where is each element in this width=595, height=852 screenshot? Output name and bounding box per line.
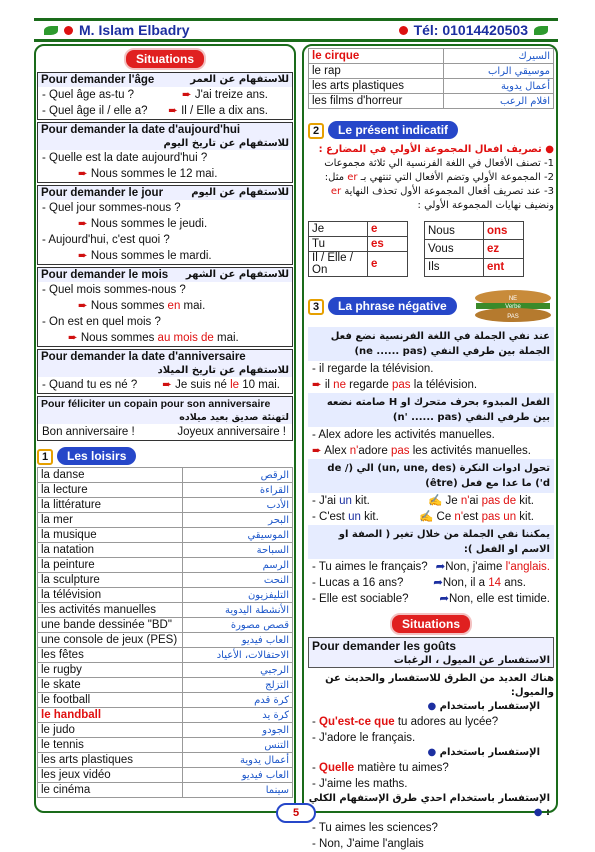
- fr-term: le football: [38, 693, 183, 708]
- fr-term: le judo: [38, 723, 183, 738]
- ending: es: [368, 237, 408, 252]
- fr-term: la lecture: [38, 483, 183, 498]
- table-row: [309, 237, 408, 252]
- situations2-title: Situations: [390, 613, 472, 635]
- table-row: [38, 513, 293, 528]
- table-row: [38, 468, 293, 483]
- section-gouts: Pour demander les goûts الاستفسار عن الميول ، الرغبات: [308, 637, 554, 668]
- ar-term: النحت: [183, 573, 293, 588]
- table-row: [38, 783, 293, 798]
- fr-term: Tu: [309, 237, 368, 252]
- ar-term: السيرك: [444, 49, 554, 64]
- ending: ez: [484, 240, 524, 258]
- leaf-icon: [534, 26, 548, 35]
- ar-term: موسيقي الراب: [444, 64, 554, 79]
- table-row: [309, 252, 408, 277]
- fr-term: une bande dessinée "BD": [38, 618, 183, 633]
- fr-term: les activités manuelles: [38, 603, 183, 618]
- ar-term: العاب فيديو: [183, 768, 293, 783]
- table-row: [38, 588, 293, 603]
- fr-term: les jeux vidéo: [38, 768, 183, 783]
- table-row: [309, 64, 554, 79]
- fr-term: le skate: [38, 678, 183, 693]
- fr-term: les arts plastiques: [309, 79, 444, 94]
- loisirs-table: [37, 467, 293, 798]
- ar-term: الاحتفالات، الأعياد: [183, 648, 293, 663]
- table-row: [309, 222, 408, 237]
- author-name: M. Islam Elbadry: [44, 22, 189, 38]
- ar-term: قصص مصورة: [183, 618, 293, 633]
- fr-term: le cirque: [309, 49, 444, 64]
- fr-term: les fêtes: [38, 648, 183, 663]
- ending: ons: [484, 222, 524, 240]
- fr-term: la mer: [38, 513, 183, 528]
- ar-term: الأدب: [183, 498, 293, 513]
- fr-term: Il / Elle / On: [309, 252, 368, 277]
- fr-term: Nous: [425, 222, 484, 240]
- fr-term: la sculpture: [38, 573, 183, 588]
- section-mois: Pour demander le mois للاستفهام عن الشهر - Quel mois sommes-nous ? ➨ Nous sommes en mai. - On est en quel mois ? ➨ Nous sommes au mois de mai.: [37, 267, 293, 347]
- loisirs-heading: 1 Les loisirs: [37, 447, 293, 465]
- situations-title: Situations: [124, 48, 206, 70]
- table-row: [38, 573, 293, 588]
- left-column: [37, 48, 293, 798]
- table-row: [38, 603, 293, 618]
- table-row: [38, 738, 293, 753]
- fr-term: Je: [309, 222, 368, 237]
- table-row: [38, 708, 293, 723]
- ending: ent: [484, 258, 524, 276]
- conjugation-tables: [308, 221, 554, 277]
- ar-term: السباحة: [183, 543, 293, 558]
- top-vocab-table: [308, 48, 554, 109]
- negative-heading: 3 La phrase négative NE Verbe PAS: [308, 289, 554, 323]
- section-age: Pour demander l'âge للاستفهام عن العمر - Quel âge as-tu ? ➨ J'ai treize ans. - Quel âge il / elle a? ➨ Il / Elle a dix ans.: [37, 72, 293, 120]
- table-row: [38, 678, 293, 693]
- table-row: [38, 663, 293, 678]
- present-rules: ● تصريف افعال المجموعة الأولي في المضارع : 1- تصنف الأفعال في اللغة الفرنسية الي ثلاثة مجموعات 2- المجموعة الأولي وتضم الأفعال التي تنتهي بـ er مثل: 3- عند تصريف أفعال المجموعة الأول تحذف النهاية er ونضيف نهايات المجموعة الأولي :: [318, 144, 554, 211]
- ending: e: [368, 252, 408, 277]
- ar-term: أعمال يدوية: [444, 79, 554, 94]
- table-row: [425, 258, 524, 276]
- table-row: [425, 222, 524, 240]
- section-date: Pour demander la date d'aujourd'hui للاستفهام عن تاريخ اليوم - Quelle est la date aujourd'hui ? ➨ Nous sommes le 12 mai.: [37, 122, 293, 183]
- table-row: [38, 648, 293, 663]
- table-row: [38, 483, 293, 498]
- ar-term: كرة قدم: [183, 693, 293, 708]
- section-feliciter: Pour féliciter un copain pour son anniversaire لتهنئة صديق بعيد ميلاده Bon anniversaire ! Joyeux anniversaire !: [37, 396, 293, 441]
- ending: e: [368, 222, 408, 237]
- section-anniversaire: Pour demander la date d'anniversaire للاستفهام عن تاريخ الميلاد - Quand tu es né ? ➨ Je suis né le 10 mai.: [37, 349, 293, 394]
- table-row: [38, 753, 293, 768]
- fr-term: la littérature: [38, 498, 183, 513]
- fr-term: le rap: [309, 64, 444, 79]
- ar-term: الرسم: [183, 558, 293, 573]
- ar-term: العاب فيديو: [183, 633, 293, 648]
- fr-term: une console de jeux (PES): [38, 633, 183, 648]
- fr-term: le handball: [38, 708, 183, 723]
- ar-term: سينما: [183, 783, 293, 798]
- fr-term: la télévision: [38, 588, 183, 603]
- ar-term: الرجبي: [183, 663, 293, 678]
- ar-term: القراءة: [183, 483, 293, 498]
- ar-term: التليفزيون: [183, 588, 293, 603]
- ar-term: أعمال يدوية: [183, 753, 293, 768]
- table-row: [38, 618, 293, 633]
- table-row: [38, 543, 293, 558]
- fr-term: le cinéma: [38, 783, 183, 798]
- fr-term: Ils: [425, 258, 484, 276]
- sandwich-icon: [472, 289, 554, 323]
- ar-term: التزلج: [183, 678, 293, 693]
- fr-term: le tennis: [38, 738, 183, 753]
- fr-term: la natation: [38, 543, 183, 558]
- table-row: [38, 633, 293, 648]
- section-jour: Pour demander le jour للاستفهام عن اليوم - Quel jour sommes-nous ? ➨ Nous sommes le jeudi. - Aujourd'hui, c'est quoi ? ➨ Nous sommes le mardi.: [37, 185, 293, 265]
- svg-text:NE: NE: [508, 296, 518, 302]
- fr-term: la danse: [38, 468, 183, 483]
- table-row: [38, 693, 293, 708]
- svg-text:Verbe: Verbe: [505, 304, 521, 310]
- fr-term: la peinture: [38, 558, 183, 573]
- rose-icon: [399, 26, 408, 35]
- fr-term: la musique: [38, 528, 183, 543]
- fr-term: les films d'horreur: [309, 94, 444, 109]
- ar-term: كرة يد: [183, 708, 293, 723]
- page-number: 5: [276, 803, 316, 823]
- table-row: [38, 558, 293, 573]
- fr-term: les arts plastiques: [38, 753, 183, 768]
- table-row: [309, 49, 554, 64]
- page-header: [34, 18, 558, 42]
- ar-term: التنس: [183, 738, 293, 753]
- fr-term: le rugby: [38, 663, 183, 678]
- ar-term: الموسيقي: [183, 528, 293, 543]
- ar-term: الجودو: [183, 723, 293, 738]
- table-row: [425, 240, 524, 258]
- table-row: [38, 768, 293, 783]
- present-heading: 2 Le présent indicatif: [308, 121, 554, 139]
- author-phone: Tél: 01014420503: [399, 22, 548, 38]
- fr-term: Vous: [425, 240, 484, 258]
- table-row: [38, 498, 293, 513]
- ar-term: الرقص: [183, 468, 293, 483]
- leaf-icon: [44, 26, 58, 35]
- table-row: [309, 94, 554, 109]
- right-column: le cirque السيرك le rap موسيقي الراب les arts plastiques أعمال يدوية les films d'horreur افلام الرعب 2 Le présent indicatif ● تصريف افعال المجموعة الأولي في المضارع : 1- تصنف الأفعال في اللغة الفرنسية الي ثلاثة مجموعات 2- المجموعة الأولي وتضم الأفعال التي تنتهي بـ er مثل: 3- عند تصريف أفعال المجموعة الأول تحذف النهاية er ونضيف نهايات المجموعة الأولي : Je e Tu es Il / Elle / On e Nous ons Vous ez Ils ent 3 La phrase négative NE Verbe PAS عند نفي الجملة في اللغة الفرنسية نضع فعل الجملة بين طرفي النفي (ne ...... pas) - il regarde la télévision. ➨ il ne regarde pas la télévision. الفعل المبدوء بحرف متحرك او H صامته نضعه بين طرفي النفي (n' ...... pas) - Alex adore les activités manuelles. ➨ Alex n'adore pas les activités manuelles. تحول ادوات النكرة (un, une, des) الي (de / d') ما عدا مع فعل (être) - J'ai un kit. ✍ Je n'ai pas de kit. - C'est un kit. ✍ Ce n'est pas un kit. يمكننا نفي الجملة من خلال تغير ( الصفة او الاسم او الفعل ): - Tu aimes le français? ➦Non, j'aime l'anglais. - Lucas a 16 ans? ➦Non, il a 14 ans. - Elle est sociable? ➦Non, elle est timide. Situations Pour demander les goûts الاستفسار عن الميول ، الرغبات هناك العديد من الطرق للاستفسار والحديث عن والميول: الإستفسار باستخدام ● - Qu'est-ce que tu adores au lycée? - J'adore le français. الإستفسار باستخدام ● - Quelle matière tu aimes? - J'aime les maths. الإستفسار باستخدام احدي طرق الإستفهام الكلي : ● - Tu aimes les sciences? - Non, J'aime l'anglais: [308, 50, 554, 850]
- svg-text:PAS: PAS: [507, 314, 519, 320]
- table-row: [38, 528, 293, 543]
- ar-term: البحر: [183, 513, 293, 528]
- ar-term: الأنشطة اليدوية: [183, 603, 293, 618]
- ar-term: افلام الرعب: [444, 94, 554, 109]
- rose-icon: [64, 26, 73, 35]
- table-row: [309, 79, 554, 94]
- table-row: [38, 723, 293, 738]
